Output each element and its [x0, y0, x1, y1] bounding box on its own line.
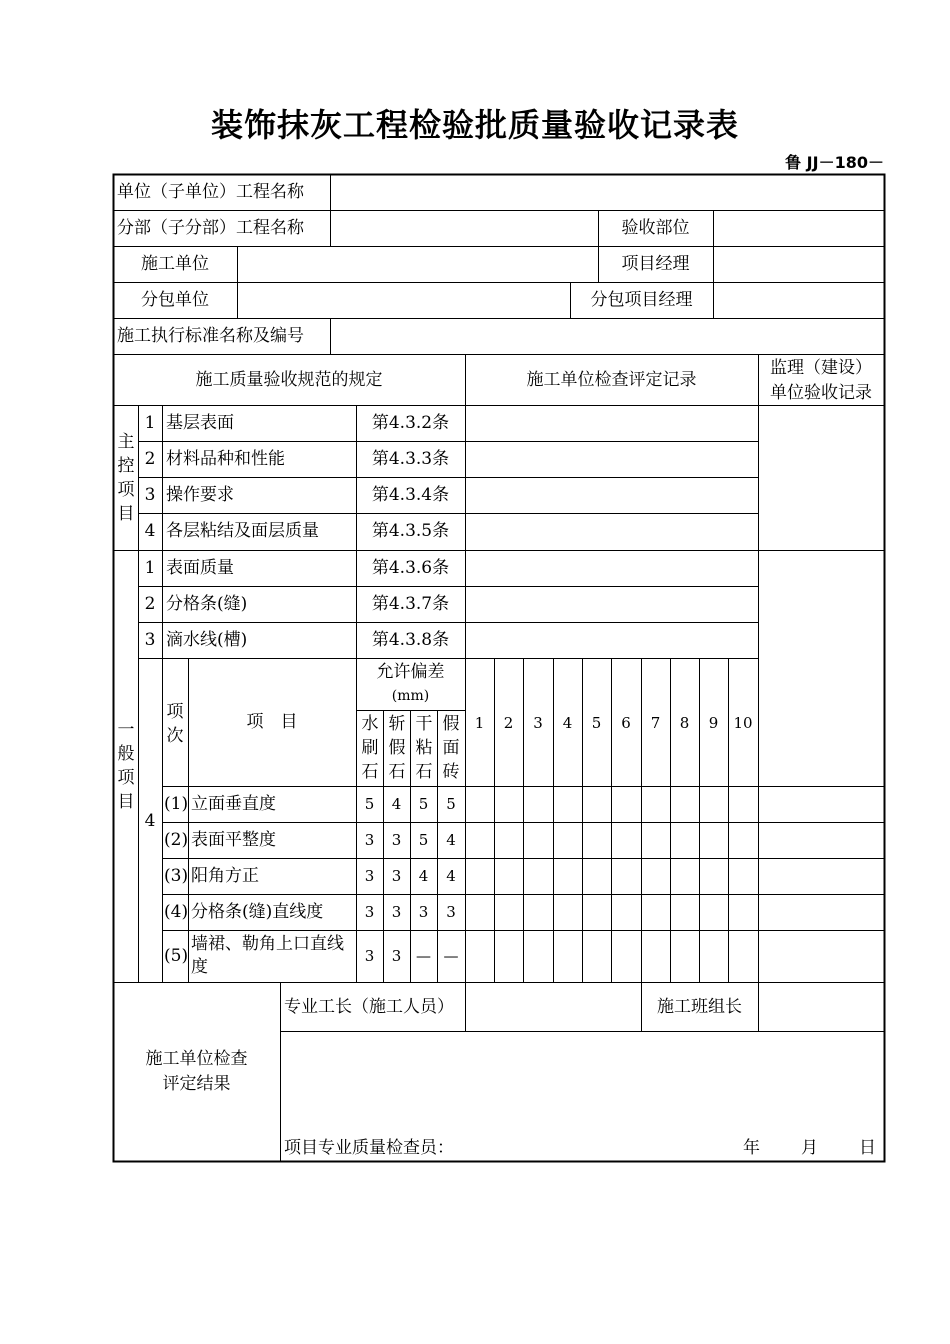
sub-project-manager-label: 分包项目经理 — [590, 290, 693, 310]
type-ganzhanshi-1: 干 — [415, 714, 433, 734]
supervisor-header-line1: 监理（建设） — [770, 358, 872, 378]
spec-column-header: 施工质量验收规范的规定 — [195, 370, 383, 390]
deviation-value: 4 — [446, 867, 456, 885]
deviation-value: 4 — [418, 867, 429, 885]
deviation-value: 3 — [391, 831, 402, 849]
main-group-label-1: 主 — [117, 432, 135, 452]
deviation-value: 5 — [418, 831, 429, 849]
deviation-value: 4 — [446, 831, 456, 849]
main-group-label-2: 控 — [117, 456, 135, 476]
contractor-label: 施工单位 — [141, 254, 209, 274]
tolerance-header-line2: (mm) — [391, 688, 430, 704]
page-title: 装饰抹灰工程检验批质量验收记录表 — [210, 106, 739, 144]
type-shuishuashi-1: 水 — [361, 714, 379, 734]
document-code: 鲁 JJ－180－ — [785, 153, 884, 172]
acceptance-part-label: 验收部位 — [621, 218, 690, 238]
result-label-line2: 评定结果 — [162, 1074, 231, 1094]
type-ganzhanshi-3: 石 — [415, 762, 433, 782]
point-header: 7 — [650, 714, 661, 732]
item-column-header: 项 目 — [246, 712, 298, 732]
seq-label-2: 次 — [166, 726, 184, 746]
point-header: 3 — [533, 714, 543, 732]
foreman-label: 专业工长（施工人员） — [284, 997, 454, 1017]
deviation-row-no: (3) — [164, 866, 189, 886]
type-jiamianzhuan-3: 砖 — [442, 762, 460, 782]
deviation-value: 3 — [446, 903, 456, 921]
tolerance-header-line1: 允许偏差 — [376, 662, 445, 682]
seq-label-1: 项 — [166, 702, 184, 722]
standard-label: 施工执行标准名称及编号 — [117, 326, 304, 346]
date-day-label: 日 — [859, 1138, 876, 1158]
deviation-row-name: 表面平整度 — [191, 830, 276, 850]
deviation-value: 3 — [364, 867, 375, 885]
type-zhanjiashi-1: 斩 — [388, 714, 406, 734]
general-row-name: 表面质量 — [166, 558, 234, 578]
date-year-label: 年 — [743, 1138, 760, 1158]
general-row-name: 分格条(缝) — [166, 594, 248, 614]
deviation-value: 3 — [364, 947, 375, 965]
supervisor-header-line2: 单位验收记录 — [770, 383, 872, 403]
type-zhanjiashi-3: 石 — [388, 762, 406, 782]
general-group-label-1: 一 — [117, 720, 135, 740]
general-row-no: 2 — [144, 594, 156, 614]
deviation-value: 3 — [364, 903, 375, 921]
main-row-no: 2 — [144, 449, 156, 469]
deviation-value: 5 — [446, 795, 456, 813]
main-row-no: 3 — [144, 485, 156, 505]
deviation-row-name-line2: 度 — [191, 957, 208, 977]
main-row-name: 各层粘结及面层质量 — [166, 521, 319, 541]
point-header: 5 — [591, 714, 602, 732]
type-jiamianzhuan-2: 面 — [442, 738, 460, 758]
deviation-row-no: (5) — [164, 946, 189, 966]
team-leader-label: 施工班组长 — [657, 997, 742, 1017]
project-name-label: 单位（子单位）工程名称 — [117, 182, 304, 202]
point-header: 1 — [474, 714, 485, 732]
deviation-row-no: (4) — [164, 902, 189, 922]
deviation-row-no: (1) — [164, 794, 189, 814]
deviation-value: 3 — [364, 831, 375, 849]
general-group-label-3: 项 — [117, 768, 135, 788]
type-shuishuashi-2: 刷 — [361, 738, 379, 758]
deviation-value: 3 — [418, 903, 429, 921]
deviation-value: — — [416, 947, 431, 965]
general-item4-no: 4 — [144, 811, 156, 831]
point-header: 9 — [708, 714, 719, 732]
main-group-label-4: 目 — [117, 504, 135, 524]
general-group-label-2: 般 — [117, 744, 135, 764]
general-row-name: 滴水线(槽) — [166, 630, 248, 650]
main-row-clause: 第4.3.3条 — [371, 449, 450, 469]
deviation-row-name: 分格条(缝)直线度 — [191, 902, 324, 922]
type-zhanjiashi-2: 假 — [388, 738, 406, 758]
deviation-row-name: 阳角方正 — [191, 866, 259, 886]
main-row-no: 4 — [144, 521, 156, 541]
general-row-no: 1 — [144, 558, 156, 578]
deviation-value: 3 — [391, 947, 402, 965]
general-row-clause: 第4.3.6条 — [371, 558, 450, 578]
deviation-row-name-line1: 墙裙、勒角上口直线 — [191, 934, 344, 954]
date-month-label: 月 — [801, 1138, 818, 1158]
table-border — [114, 175, 885, 1162]
main-row-clause: 第4.3.5条 — [371, 521, 450, 541]
deviation-row-name: 立面垂直度 — [191, 794, 276, 814]
general-row-no: 3 — [144, 630, 156, 650]
point-header: 6 — [621, 714, 631, 732]
main-row-name: 材料品种和性能 — [166, 449, 285, 469]
main-row-clause: 第4.3.2条 — [371, 413, 450, 433]
deviation-value: — — [443, 947, 459, 965]
inspector-label: 项目专业质量检查员： — [284, 1138, 454, 1158]
deviation-row-no: (2) — [164, 830, 189, 850]
deviation-value: 5 — [418, 795, 429, 813]
type-ganzhanshi-2: 粘 — [415, 738, 433, 758]
project-manager-label: 项目经理 — [621, 254, 690, 274]
point-header: 8 — [679, 714, 690, 732]
general-group-label-4: 目 — [117, 792, 135, 812]
sub-project-label: 分部（子分部）工程名称 — [117, 218, 304, 238]
subcontractor-label: 分包单位 — [141, 290, 209, 310]
deviation-value: 3 — [391, 867, 402, 885]
deviation-value: 5 — [364, 795, 375, 813]
point-header: 4 — [562, 714, 573, 732]
point-header: 2 — [503, 714, 514, 732]
deviation-value: 3 — [391, 903, 402, 921]
deviation-value: 4 — [391, 795, 402, 813]
main-row-no: 1 — [144, 413, 156, 433]
type-shuishuashi-3: 石 — [361, 762, 379, 782]
main-row-name: 基层表面 — [166, 413, 234, 433]
general-row-clause: 第4.3.7条 — [371, 594, 450, 614]
type-jiamianzhuan-1: 假 — [442, 714, 460, 734]
general-row-clause: 第4.3.8条 — [371, 630, 450, 650]
main-group-label-3: 项 — [117, 480, 135, 500]
main-row-name: 操作要求 — [166, 485, 234, 505]
result-label-line1: 施工单位检查 — [145, 1049, 248, 1069]
main-row-clause: 第4.3.4条 — [371, 485, 450, 505]
contractor-record-header: 施工单位检查评定记录 — [526, 370, 697, 390]
point-header: 10 — [733, 714, 753, 732]
